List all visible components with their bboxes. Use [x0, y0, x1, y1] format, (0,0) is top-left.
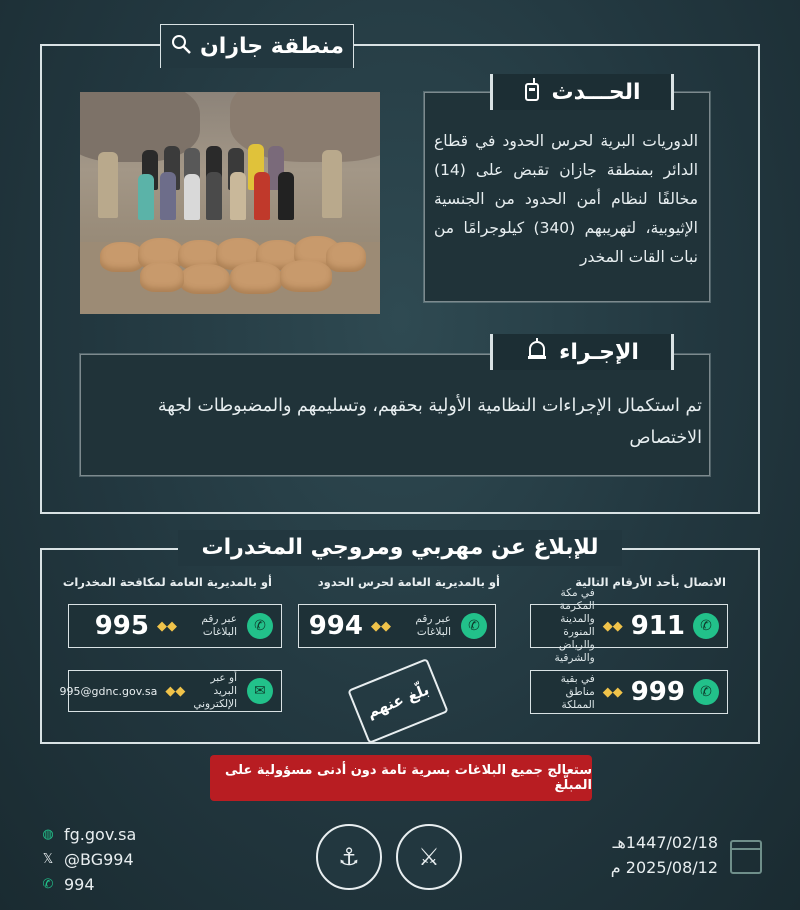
- event-text: الدوريات البرية لحرس الحدود في قطاع الدائر بمنطقة جازان تقبض على (14) مخالفًا لنظام أمن الحدود من الجنسية الإثيوبية، لتهريبهم (340) كيلوجرامًا من نبات القات المخدر: [434, 132, 698, 266]
- hotline-911-number: 911: [630, 611, 685, 641]
- narcotics-desc: عبر رقم البلاغات: [201, 613, 237, 638]
- event-photo: [80, 92, 380, 314]
- calendar-icon: [730, 840, 762, 874]
- region-tab: [160, 24, 354, 68]
- globe-icon: ◍: [42, 827, 54, 842]
- hotline-999-box[interactable]: [530, 670, 728, 714]
- border-guard-number: 994: [308, 611, 363, 641]
- border-guard-desc: عبر رقم البلاغات: [415, 613, 451, 638]
- hotline-999-number: 999: [630, 677, 685, 707]
- footer-dates: [611, 830, 718, 880]
- event-title: الحـــدث: [551, 79, 641, 105]
- double-chevron-icon: ◆◆: [165, 683, 186, 699]
- phone-icon: ✆: [461, 613, 487, 639]
- double-chevron-icon: ◆◆: [371, 618, 391, 634]
- phone-icon: ✆: [247, 613, 273, 639]
- narcotics-number: 995: [94, 611, 149, 641]
- footer-twitter-row[interactable]: [40, 847, 136, 872]
- mail-icon: ✉: [247, 678, 273, 704]
- col-mid-head: أو بالمديرية العامة لحرس الحدود: [317, 575, 500, 589]
- phone-icon: ✆: [693, 679, 719, 705]
- border-guard-994-box[interactable]: [298, 604, 496, 648]
- saudi-emblem: ⚔: [396, 824, 462, 890]
- col-left-head: أو بالمديرية العامة لمكافحة المخدرات: [62, 575, 272, 589]
- narcotics-email-desc: أو عبر البريد الإلكتروني: [193, 671, 237, 710]
- region-title: منطقة جازان: [200, 34, 344, 59]
- hotline-999-desc: في بقية مناطق المملكة: [560, 672, 595, 711]
- col-right-head: الاتصال بأحد الأرقام التالية: [575, 575, 726, 589]
- double-chevron-icon: ◆◆: [157, 618, 177, 634]
- footer-phone: 994: [64, 875, 95, 894]
- confidentiality-banner: ستعالج جميع البلاغات بسرية تامة دون أدنى مسؤولية على المبلّغ: [210, 755, 592, 801]
- footer-twitter: @BG994: [64, 850, 134, 869]
- date-hijri: 1447/02/18هـ: [612, 833, 718, 852]
- phone-icon: ✆: [42, 877, 54, 892]
- narcotics-email-box[interactable]: [59, 670, 282, 712]
- date-gregorian: 2025/08/12 م: [610, 858, 718, 877]
- footer-website-row[interactable]: [40, 822, 136, 847]
- phone-icon: ✆: [693, 613, 719, 639]
- border-guard-emblem: ⚓: [316, 824, 382, 890]
- narcotics-995-box[interactable]: [68, 604, 282, 648]
- narcotics-email: 995@gdnc.gov.sa: [59, 684, 158, 698]
- hotline-911-desc: في مكة المكرمة والمدينة المنورة والرياض والشرقية: [554, 587, 595, 664]
- action-title: الإجـراء: [559, 339, 639, 365]
- action-tab: [490, 334, 674, 370]
- radio-icon: [523, 77, 541, 107]
- siren-icon: [525, 338, 549, 366]
- double-chevron-icon: ◆◆: [602, 618, 623, 634]
- footer-contacts: [40, 822, 136, 897]
- x-logo-icon: 𝕏: [42, 852, 54, 867]
- footer-website: fg.gov.sa: [64, 825, 137, 844]
- magnifier-shield-icon: [170, 33, 192, 61]
- action-text: تم استكمال الإجراءات النظامية الأولية بحقهم، وتسليمهم والمضبوطات لجهة الاختصاص: [157, 396, 702, 448]
- event-tab: [490, 74, 674, 110]
- footer-phone-row[interactable]: [40, 872, 136, 897]
- report-them-stamp: بلّغ عنهم: [347, 658, 448, 744]
- report-title: للإبلاغ عن مهربي ومروجي المخدرات: [178, 530, 622, 566]
- hotline-911-box[interactable]: [530, 587, 728, 664]
- double-chevron-icon: ◆◆: [602, 684, 623, 700]
